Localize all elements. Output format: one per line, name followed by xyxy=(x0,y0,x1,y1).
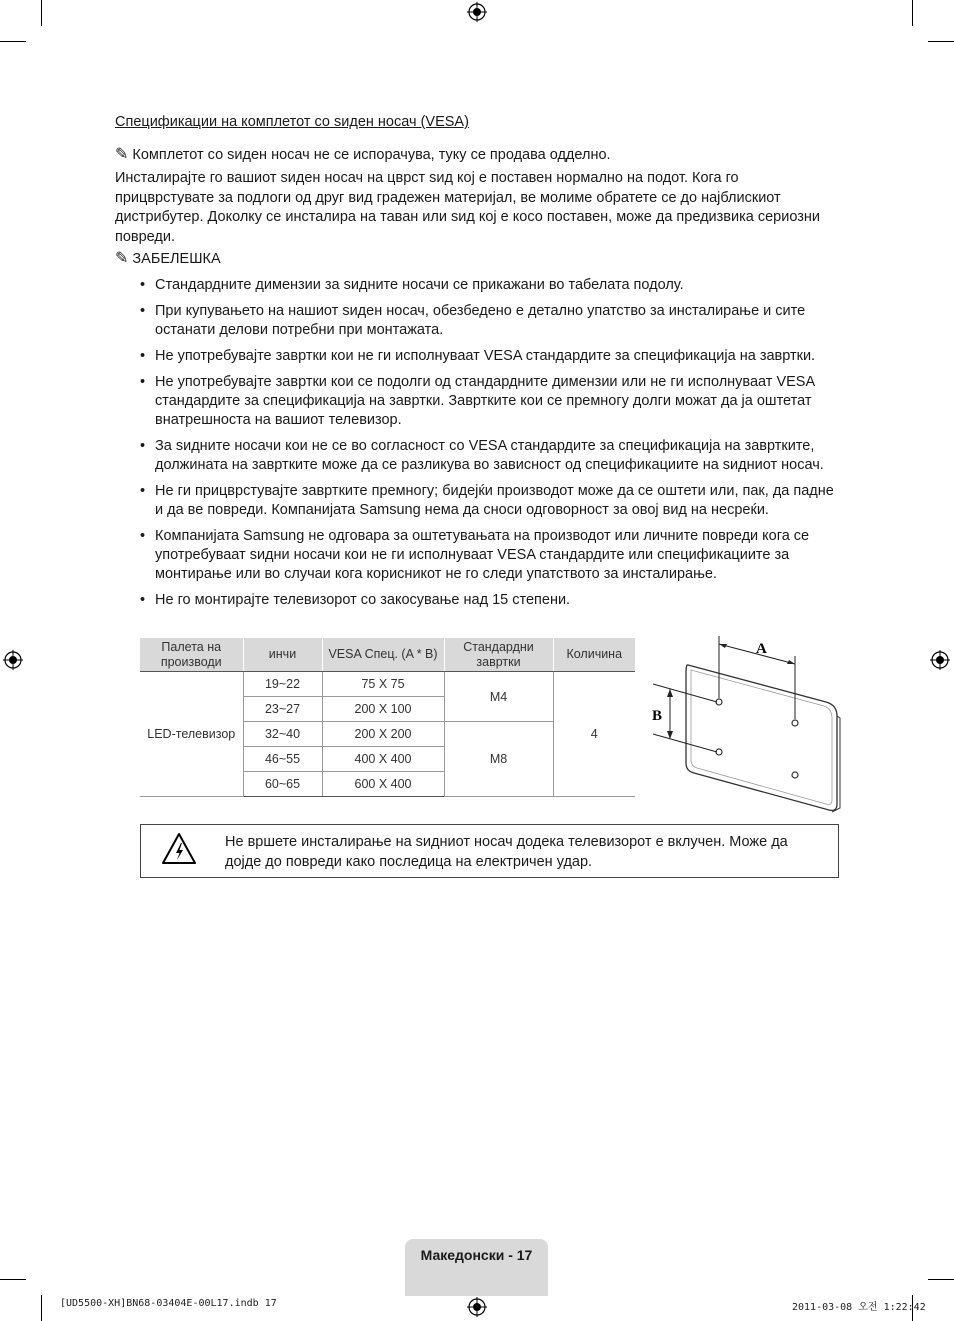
vesa-spec-table xyxy=(140,638,635,797)
warning-box xyxy=(140,824,839,878)
list-item: • При купувањето на нашиот ѕиден носач, обезбедено е детално упатство за инсталирање и сите останати делови потребни при монтажата. xyxy=(140,302,840,340)
column-header: Количина xyxy=(553,638,635,672)
warning-text: Не вршете инсталирање на ѕидниот носач додека телевизорот е вклучен. Може да дојде до повреди како последица на електричен удар. xyxy=(225,834,788,870)
product-cell: LED-телевизор xyxy=(140,672,243,797)
crop-mark xyxy=(928,1279,954,1280)
column-header: Палета на производи xyxy=(140,638,243,672)
vesa-cell: 200 X 200 xyxy=(322,722,444,747)
list-item: • Не употребувајте завртки кои не ги исполнуваат VESA стандардите за спецификација на завртки. xyxy=(140,347,840,366)
tv-mount-diagram xyxy=(648,632,844,817)
list-item: • Не употребувајте завртки кои се подолги од стандардните димензии или не ги исполнуваат VESA стандардите за спецификација на завртки. Завртките кои се премногу долги можат да ја оштетат внатрешноста на вашиот телевизор. xyxy=(140,373,840,430)
section-heading: Спецификации на комплетот со ѕиден носач (VESA) xyxy=(115,114,469,130)
page-number-tab xyxy=(405,1239,548,1296)
note-label: ЗАБЕЛЕШКА xyxy=(132,251,221,267)
column-header: VESA Спец. (A * B) xyxy=(322,638,444,672)
crop-mark xyxy=(41,0,42,26)
pencil-note-icon: ✎ xyxy=(115,146,129,163)
registration-mark-icon xyxy=(467,1297,487,1317)
notes-list xyxy=(140,276,840,617)
vesa-cell: 200 X 100 xyxy=(322,697,444,722)
registration-mark-icon xyxy=(3,650,23,670)
list-item: • Стандардните димензии за ѕидните носачи се прикажани во табелата подолу. xyxy=(140,276,840,295)
pencil-note-icon: ✎ xyxy=(115,250,129,267)
list-item: • Не го монтирајте телевизорот со закосување над 15 степени. xyxy=(140,591,840,610)
screw-cell: M4 xyxy=(444,672,553,722)
size-cell: 46~55 xyxy=(243,747,322,772)
note-text: Комплетот со ѕиден носач не се испорачува, туку се продава одделно. xyxy=(132,147,611,163)
print-timestamp: 2011-03-08 오전 1:22:42 xyxy=(792,1302,926,1313)
vesa-cell: 75 X 75 xyxy=(322,672,444,697)
list-item: • За ѕидните носачи кои не се во согласност со VESA стандардите за спецификација на завртките, должината на завртките може да се разликува во зависност од спецификациите на ѕидниот носач. xyxy=(140,437,840,475)
quantity-cell: 4 xyxy=(553,672,635,797)
vesa-cell: 400 X 400 xyxy=(322,747,444,772)
crop-mark xyxy=(928,41,954,42)
list-item: • Не ги прицврстувајте завртките премногу; бидејќи производот може да се оштети или, пак, да падне и да ве повреди. Компанијата Samsung нема да сноси одговорност за овој вид на несреќи. xyxy=(140,482,840,520)
note-heading xyxy=(115,249,840,270)
list-item: • Компанијата Samsung не одговара за оштетувањата на производот или личните повреди кога се употребуваат ѕидни носачи кои не ги исполнуваат VESA стандардите или спецификациите за монтирање или во случаи кога корисникот не го следи упатството за инсталирање. xyxy=(140,527,840,584)
table-header-row xyxy=(140,638,635,672)
note-line xyxy=(115,145,840,166)
size-cell: 60~65 xyxy=(243,772,322,797)
registration-mark-icon xyxy=(930,650,950,670)
size-cell: 32~40 xyxy=(243,722,322,747)
size-cell: 19~22 xyxy=(243,672,322,697)
intro-paragraph: Инсталирајте го вашиот ѕиден носач на цврст ѕид кој е поставен нормално на подот. Кога го прицврстувате за подлоги од друг вид градежен материјал, ве молиме обратете се до најблискиот дистрибутер. Доколку се инсталира на таван или ѕид кој е косо поставен, може да предизвика сериозни повреди. xyxy=(115,170,820,245)
file-slug: [UD5500-XH]BN68-03404E-00L17.indb 17 xyxy=(60,1298,277,1309)
tv-back-panel xyxy=(686,665,837,811)
crop-mark xyxy=(0,1279,26,1280)
table-row xyxy=(140,672,635,697)
crop-mark xyxy=(912,0,913,26)
page-label: Македонски - 17 xyxy=(420,1247,533,1263)
mount-hole xyxy=(792,772,798,778)
dimension-label-a: A xyxy=(756,641,767,657)
column-header: инчи xyxy=(243,638,322,672)
dimension-label-b: B xyxy=(652,708,663,724)
size-cell: 23~27 xyxy=(243,697,322,722)
crop-mark xyxy=(0,41,26,42)
vesa-cell: 600 X 400 xyxy=(322,772,444,797)
electric-shock-warning-icon xyxy=(161,832,197,866)
crop-mark xyxy=(41,1295,42,1321)
registration-mark-icon xyxy=(467,2,487,22)
screw-cell: M8 xyxy=(444,722,553,797)
mount-hole xyxy=(792,720,798,726)
column-header: Стандардни завртки xyxy=(444,638,553,672)
